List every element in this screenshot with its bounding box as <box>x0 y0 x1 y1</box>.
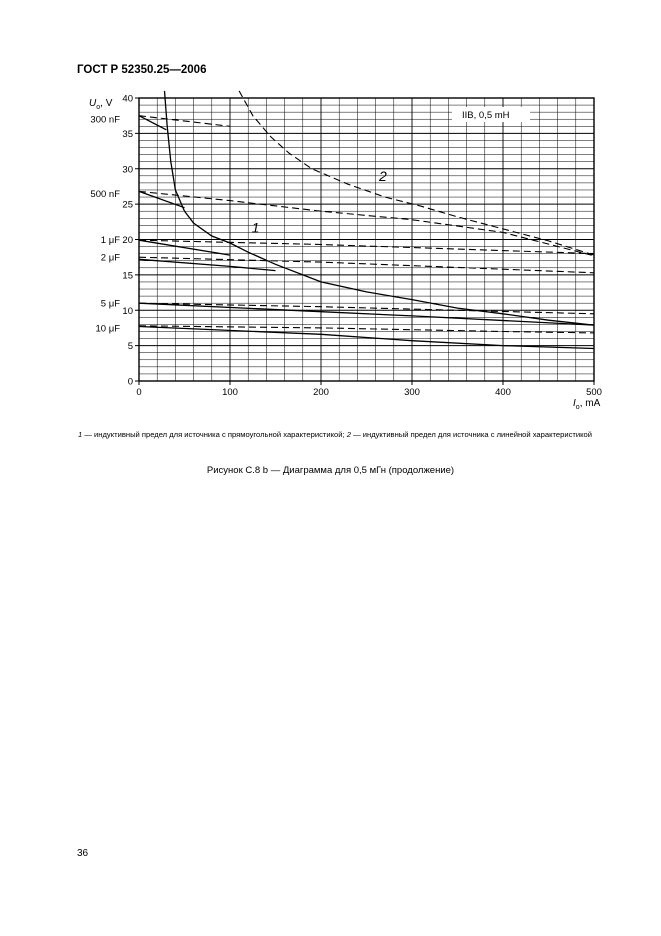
y-axis-label <box>89 98 113 111</box>
x-axis-label-sub: o <box>575 404 580 411</box>
series-line-capacitance-4 <box>139 191 594 255</box>
page-number: 36 <box>77 848 89 859</box>
capacitance-label: 300 nF <box>90 114 120 126</box>
x-tick-label: 100 <box>222 387 238 398</box>
x-tick-label: 0 <box>136 387 142 398</box>
series-line-capacitance-2 <box>139 116 230 127</box>
y-axis-label-unit: , V <box>100 98 113 109</box>
footnote-text-1: — индуктивный предел для источника с прямоугольной характеристикой; <box>82 430 347 439</box>
x-tick-label: 300 <box>404 387 420 398</box>
x-axis-label <box>573 398 601 411</box>
y-tick-label: 25 <box>122 199 133 211</box>
y-axis-label-main: U <box>89 98 97 109</box>
chart <box>0 0 661 420</box>
y-tick-label: 0 <box>127 376 133 388</box>
footnote-num-2: 2 <box>346 430 351 439</box>
curve-label-1: 1 <box>251 219 260 236</box>
figure-caption: Рисунок С.8 b — Диаграмма для 0,5 мГн (продолжение) <box>206 465 455 476</box>
x-tick-label: 400 <box>495 387 511 398</box>
series-line-capacitance-10 <box>139 303 594 314</box>
x-axis-label-main: I <box>573 398 576 409</box>
x-tick-label: 500 <box>586 387 602 398</box>
capacitance-label: 500 nF <box>90 189 120 201</box>
y-tick-label: 40 <box>122 93 133 105</box>
capacitance-label: 1 μF <box>100 235 120 246</box>
footnote-text-2: — индуктивный предел для источника с линейной характеристикой <box>350 430 592 439</box>
capacitance-labels <box>90 115 120 335</box>
y-tick-label: 10 <box>122 305 133 317</box>
series-line-capacitance-9 <box>139 259 276 270</box>
y-tick-label: 30 <box>122 164 133 176</box>
footnote <box>55 429 615 440</box>
capacitance-label: 2 μF <box>100 252 120 264</box>
capacitance-label: 10 μF <box>95 323 120 335</box>
series-line-2 <box>239 91 594 255</box>
legend-box: IIB, 0,5 mH <box>462 110 510 121</box>
y-axis-label-sub: o <box>96 104 101 111</box>
x-tick-label: 200 <box>313 387 329 398</box>
document-header: ГОСТ Р 52350.25—2006 <box>77 64 207 76</box>
y-tick-label: 35 <box>122 128 133 140</box>
x-axis-label-unit: , mA <box>579 398 601 409</box>
y-tick-label: 5 <box>127 341 133 353</box>
y-tick-label: 20 <box>122 235 133 246</box>
curve-label-2: 2 <box>378 167 387 184</box>
x-axis-ticks <box>136 381 602 398</box>
y-axis-ticks <box>122 94 139 388</box>
series-line-capacitance-11 <box>139 303 594 325</box>
capacitance-label: 5 μF <box>100 298 120 310</box>
y-tick-label: 15 <box>122 270 133 282</box>
footnote-num-1: 1 <box>78 430 83 439</box>
